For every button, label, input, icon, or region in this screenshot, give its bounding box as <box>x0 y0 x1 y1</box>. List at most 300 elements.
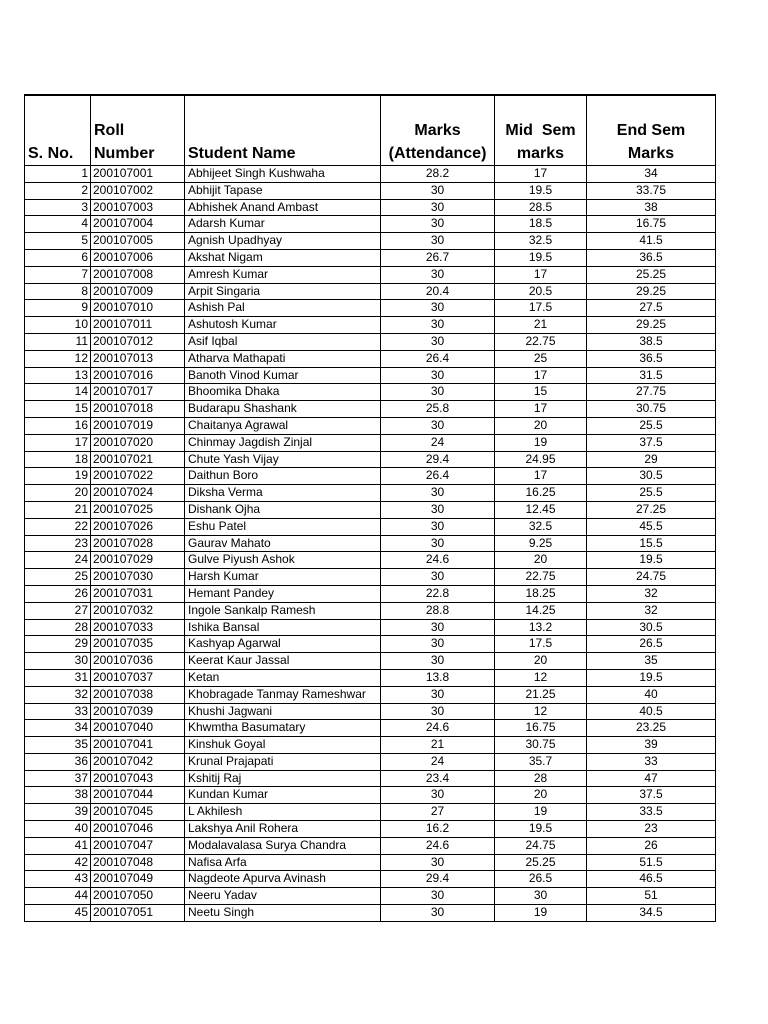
sno-cell: 8 <box>25 283 91 300</box>
attendance-marks-cell: 30 <box>381 367 495 384</box>
roll-number-cell: 200107009 <box>91 283 185 300</box>
attendance-marks-cell: 23.4 <box>381 770 495 787</box>
table-row <box>25 417 716 434</box>
midsem-marks-cell: 20 <box>495 417 587 434</box>
attendance-marks-cell: 24.6 <box>381 720 495 737</box>
midsem-marks-cell: 22.75 <box>495 333 587 350</box>
header-row <box>25 95 716 166</box>
table-row <box>25 552 716 569</box>
midsem-marks-cell: 12 <box>495 669 587 686</box>
attendance-marks-cell: 28.2 <box>381 166 495 183</box>
sno-cell: 15 <box>25 401 91 418</box>
attendance-marks-cell: 26.4 <box>381 468 495 485</box>
attendance-marks-cell: 29.4 <box>381 871 495 888</box>
endsem-header-line1: End Sem <box>616 122 686 139</box>
table-row <box>25 854 716 871</box>
sno-header-label: S. No. <box>28 145 74 162</box>
attendance-marks-cell: 30 <box>381 384 495 401</box>
table-row <box>25 653 716 670</box>
sno-cell: 14 <box>25 384 91 401</box>
table-row <box>25 401 716 418</box>
roll-number-cell: 200107013 <box>91 350 185 367</box>
table-row <box>25 283 716 300</box>
table-row <box>25 300 716 317</box>
table-row <box>25 501 716 518</box>
roll-number-cell: 200107030 <box>91 569 185 586</box>
attendance-marks-cell: 30 <box>381 485 495 502</box>
endsem-marks-cell: 34 <box>587 166 716 183</box>
midsem-header <box>495 95 587 166</box>
roll-number-cell: 200107047 <box>91 837 185 854</box>
table-row <box>25 619 716 636</box>
sno-header <box>25 95 91 166</box>
endsem-marks-cell: 27.75 <box>587 384 716 401</box>
midsem-header-line2: marks <box>516 145 565 162</box>
roll-number-cell: 200107002 <box>91 182 185 199</box>
sno-cell: 41 <box>25 837 91 854</box>
attendance-marks-cell: 29.4 <box>381 451 495 468</box>
endsem-marks-cell: 34.5 <box>587 905 716 922</box>
attendance-marks-cell: 30 <box>381 703 495 720</box>
endsem-marks-cell: 39 <box>587 737 716 754</box>
student-name-cell: Nafisa Arfa <box>185 854 381 871</box>
table-row <box>25 367 716 384</box>
table-row <box>25 905 716 922</box>
student-name-cell: Kshitij Raj <box>185 770 381 787</box>
sno-cell: 30 <box>25 653 91 670</box>
roll-number-cell: 200107010 <box>91 300 185 317</box>
endsem-marks-cell: 38 <box>587 199 716 216</box>
student-name-cell: Banoth Vinod Kumar <box>185 367 381 384</box>
sno-cell: 34 <box>25 720 91 737</box>
sno-cell: 36 <box>25 753 91 770</box>
endsem-marks-cell: 30.75 <box>587 401 716 418</box>
midsem-marks-cell: 19 <box>495 434 587 451</box>
attendance-marks-cell: 30 <box>381 619 495 636</box>
roll-number-cell: 200107025 <box>91 501 185 518</box>
roll-number-cell: 200107036 <box>91 653 185 670</box>
sno-cell: 12 <box>25 350 91 367</box>
attendance-marks-cell: 30 <box>381 216 495 233</box>
roll-number-cell: 200107043 <box>91 770 185 787</box>
table-row <box>25 602 716 619</box>
attendance-marks-cell: 30 <box>381 199 495 216</box>
endsem-marks-cell: 36.5 <box>587 249 716 266</box>
student-name-cell: Budarapu Shashank <box>185 401 381 418</box>
endsem-marks-cell: 29.25 <box>587 317 716 334</box>
table-row <box>25 585 716 602</box>
table-row <box>25 821 716 838</box>
sno-cell: 24 <box>25 552 91 569</box>
attendance-marks-cell: 30 <box>381 300 495 317</box>
table-row <box>25 753 716 770</box>
table-row <box>25 518 716 535</box>
table-row <box>25 434 716 451</box>
attendance-marks-cell: 24.6 <box>381 552 495 569</box>
sno-cell: 6 <box>25 249 91 266</box>
endsem-marks-cell: 29 <box>587 451 716 468</box>
midsem-marks-cell: 13.2 <box>495 619 587 636</box>
endsem-marks-cell: 25.25 <box>587 266 716 283</box>
endsem-marks-cell: 41.5 <box>587 233 716 250</box>
roll-number-cell: 200107022 <box>91 468 185 485</box>
endsem-marks-cell: 37.5 <box>587 434 716 451</box>
midsem-marks-cell: 12 <box>495 703 587 720</box>
midsem-marks-cell: 30.75 <box>495 737 587 754</box>
roll-number-cell: 200107033 <box>91 619 185 636</box>
roll-number-cell: 200107031 <box>91 585 185 602</box>
table-row <box>25 837 716 854</box>
midsem-marks-cell: 19 <box>495 804 587 821</box>
table-row <box>25 233 716 250</box>
student-name-cell: Abhishek Anand Ambast <box>185 199 381 216</box>
table-row <box>25 535 716 552</box>
student-name-cell: Ashutosh Kumar <box>185 317 381 334</box>
roll-number-cell: 200107006 <box>91 249 185 266</box>
roll-number-cell: 200107016 <box>91 367 185 384</box>
student-name-cell: Bhoomika Dhaka <box>185 384 381 401</box>
student-name-cell: Amresh Kumar <box>185 266 381 283</box>
midsem-marks-cell: 32.5 <box>495 233 587 250</box>
endsem-marks-cell: 51 <box>587 888 716 905</box>
endsem-marks-cell: 31.5 <box>587 367 716 384</box>
sno-cell: 35 <box>25 737 91 754</box>
attendance-marks-cell: 30 <box>381 787 495 804</box>
midsem-marks-cell: 32.5 <box>495 518 587 535</box>
table-row <box>25 703 716 720</box>
table-row <box>25 888 716 905</box>
student-name-cell: Hemant Pandey <box>185 585 381 602</box>
attendance-marks-cell: 30 <box>381 182 495 199</box>
endsem-marks-cell: 47 <box>587 770 716 787</box>
roll-number-cell: 200107050 <box>91 888 185 905</box>
midsem-marks-cell: 22.75 <box>495 569 587 586</box>
attendance-marks-cell: 30 <box>381 653 495 670</box>
student-name-cell: Eshu Patel <box>185 518 381 535</box>
table-row <box>25 737 716 754</box>
attendance-marks-cell: 30 <box>381 636 495 653</box>
endsem-marks-cell: 40 <box>587 686 716 703</box>
table-body <box>25 166 716 922</box>
roll-number-cell: 200107005 <box>91 233 185 250</box>
midsem-marks-cell: 24.75 <box>495 837 587 854</box>
roll-number-cell: 200107021 <box>91 451 185 468</box>
midsem-marks-cell: 26.5 <box>495 871 587 888</box>
midsem-marks-cell: 12.45 <box>495 501 587 518</box>
sno-cell: 5 <box>25 233 91 250</box>
table-header <box>25 95 716 166</box>
table-row <box>25 317 716 334</box>
attendance-marks-cell: 30 <box>381 905 495 922</box>
midsem-marks-cell: 17 <box>495 266 587 283</box>
midsem-marks-cell: 19.5 <box>495 821 587 838</box>
endsem-marks-cell: 33.5 <box>587 804 716 821</box>
attendance-marks-cell: 30 <box>381 535 495 552</box>
sno-cell: 3 <box>25 199 91 216</box>
student-name-cell: Chinmay Jagdish Zinjal <box>185 434 381 451</box>
midsem-marks-cell: 28 <box>495 770 587 787</box>
sno-cell: 21 <box>25 501 91 518</box>
table-row <box>25 686 716 703</box>
table-row <box>25 770 716 787</box>
endsem-marks-cell: 35 <box>587 653 716 670</box>
midsem-marks-cell: 17 <box>495 367 587 384</box>
table-row <box>25 199 716 216</box>
midsem-marks-cell: 14.25 <box>495 602 587 619</box>
midsem-marks-cell: 9.25 <box>495 535 587 552</box>
endsem-marks-cell: 15.5 <box>587 535 716 552</box>
student-name-cell: Kinshuk Goyal <box>185 737 381 754</box>
roll-number-cell: 200107012 <box>91 333 185 350</box>
sno-cell: 43 <box>25 871 91 888</box>
sno-cell: 45 <box>25 905 91 922</box>
roll-number-cell: 200107038 <box>91 686 185 703</box>
roll-number-cell: 200107044 <box>91 787 185 804</box>
attendance-marks-cell: 30 <box>381 317 495 334</box>
roll-number-cell: 200107017 <box>91 384 185 401</box>
table-row <box>25 720 716 737</box>
sno-cell: 32 <box>25 686 91 703</box>
roll-number-cell: 200107020 <box>91 434 185 451</box>
midsem-marks-cell: 17.5 <box>495 300 587 317</box>
endsem-marks-cell: 23.25 <box>587 720 716 737</box>
table-row <box>25 216 716 233</box>
midsem-marks-cell: 18.25 <box>495 585 587 602</box>
endsem-marks-cell: 30.5 <box>587 468 716 485</box>
endsem-marks-cell: 16.75 <box>587 216 716 233</box>
roll-number-cell: 200107037 <box>91 669 185 686</box>
attendance-marks-cell: 30 <box>381 888 495 905</box>
student-name-cell: Keerat Kaur Jassal <box>185 653 381 670</box>
table-row <box>25 569 716 586</box>
endsem-marks-cell: 25.5 <box>587 417 716 434</box>
student-name-cell: Adarsh Kumar <box>185 216 381 233</box>
roll-header-line2: Number <box>94 145 155 162</box>
midsem-marks-cell: 17 <box>495 468 587 485</box>
table-row <box>25 384 716 401</box>
sno-cell: 38 <box>25 787 91 804</box>
endsem-marks-cell: 25.5 <box>587 485 716 502</box>
attendance-marks-cell: 30 <box>381 417 495 434</box>
marks-table <box>24 94 716 922</box>
attendance-marks-cell: 30 <box>381 266 495 283</box>
student-name-cell: Gaurav Mahato <box>185 535 381 552</box>
endsem-marks-cell: 32 <box>587 602 716 619</box>
midsem-header-line1: Mid Sem <box>505 122 576 139</box>
student-name-cell: Khobragade Tanmay Rameshwar <box>185 686 381 703</box>
student-name-cell: L Akhilesh <box>185 804 381 821</box>
roll-number-cell: 200107008 <box>91 266 185 283</box>
endsem-marks-cell: 27.25 <box>587 501 716 518</box>
student-name-cell: Ingole Sankalp Ramesh <box>185 602 381 619</box>
name-header-label: Student Name <box>188 145 296 162</box>
table-row <box>25 636 716 653</box>
attendance-marks-cell: 26.7 <box>381 249 495 266</box>
roll-number-header <box>91 95 185 166</box>
endsem-marks-cell: 46.5 <box>587 871 716 888</box>
sno-cell: 4 <box>25 216 91 233</box>
midsem-marks-cell: 25.25 <box>495 854 587 871</box>
roll-number-cell: 200107051 <box>91 905 185 922</box>
student-name-cell: Daithun Boro <box>185 468 381 485</box>
midsem-marks-cell: 30 <box>495 888 587 905</box>
endsem-marks-cell: 23 <box>587 821 716 838</box>
table-row <box>25 182 716 199</box>
table-row <box>25 266 716 283</box>
table-row <box>25 451 716 468</box>
midsem-marks-cell: 15 <box>495 384 587 401</box>
attendance-marks-cell: 30 <box>381 854 495 871</box>
midsem-marks-cell: 16.25 <box>495 485 587 502</box>
sno-cell: 9 <box>25 300 91 317</box>
roll-number-cell: 200107049 <box>91 871 185 888</box>
roll-number-cell: 200107011 <box>91 317 185 334</box>
student-name-cell: Atharva Mathapati <box>185 350 381 367</box>
attendance-marks-cell: 25.8 <box>381 401 495 418</box>
sno-cell: 23 <box>25 535 91 552</box>
student-name-cell: Gulve Piyush Ashok <box>185 552 381 569</box>
sno-cell: 39 <box>25 804 91 821</box>
student-name-cell: Lakshya Anil Rohera <box>185 821 381 838</box>
sno-cell: 31 <box>25 669 91 686</box>
endsem-marks-cell: 38.5 <box>587 333 716 350</box>
attendance-marks-cell: 21 <box>381 737 495 754</box>
endsem-marks-cell: 24.75 <box>587 569 716 586</box>
roll-number-cell: 200107019 <box>91 417 185 434</box>
roll-number-cell: 200107032 <box>91 602 185 619</box>
sno-cell: 17 <box>25 434 91 451</box>
attendance-header-line2: (Attendance) <box>388 145 487 162</box>
endsem-header-line2: Marks <box>627 145 675 162</box>
attendance-marks-cell: 28.8 <box>381 602 495 619</box>
table-row <box>25 166 716 183</box>
endsem-marks-cell: 45.5 <box>587 518 716 535</box>
sno-cell: 16 <box>25 417 91 434</box>
student-name-cell: Diksha Verma <box>185 485 381 502</box>
table-row <box>25 871 716 888</box>
midsem-marks-cell: 25 <box>495 350 587 367</box>
endsem-marks-cell: 19.5 <box>587 552 716 569</box>
roll-number-cell: 200107029 <box>91 552 185 569</box>
midsem-marks-cell: 19.5 <box>495 249 587 266</box>
midsem-marks-cell: 28.5 <box>495 199 587 216</box>
endsem-marks-cell: 30.5 <box>587 619 716 636</box>
sno-cell: 27 <box>25 602 91 619</box>
endsem-marks-cell: 37.5 <box>587 787 716 804</box>
midsem-marks-cell: 17 <box>495 401 587 418</box>
midsem-marks-cell: 20 <box>495 552 587 569</box>
attendance-marks-cell: 22.8 <box>381 585 495 602</box>
attendance-marks-cell: 26.4 <box>381 350 495 367</box>
sno-cell: 22 <box>25 518 91 535</box>
student-name-cell: Kundan Kumar <box>185 787 381 804</box>
student-name-cell: Ketan <box>185 669 381 686</box>
roll-number-cell: 200107024 <box>91 485 185 502</box>
endsem-marks-cell: 26.5 <box>587 636 716 653</box>
sno-cell: 42 <box>25 854 91 871</box>
endsem-marks-cell: 33 <box>587 753 716 770</box>
roll-number-cell: 200107048 <box>91 854 185 871</box>
attendance-marks-cell: 30 <box>381 501 495 518</box>
midsem-marks-cell: 18.5 <box>495 216 587 233</box>
sno-cell: 10 <box>25 317 91 334</box>
sno-cell: 18 <box>25 451 91 468</box>
student-name-cell: Chute Yash Vijay <box>185 451 381 468</box>
sno-cell: 37 <box>25 770 91 787</box>
student-name-cell: Dishank Ojha <box>185 501 381 518</box>
midsem-marks-cell: 16.75 <box>495 720 587 737</box>
midsem-marks-cell: 19 <box>495 905 587 922</box>
endsem-marks-cell: 26 <box>587 837 716 854</box>
attendance-marks-cell: 27 <box>381 804 495 821</box>
endsem-marks-cell: 29.25 <box>587 283 716 300</box>
sno-cell: 28 <box>25 619 91 636</box>
sno-cell: 40 <box>25 821 91 838</box>
sno-cell: 1 <box>25 166 91 183</box>
midsem-marks-cell: 35.7 <box>495 753 587 770</box>
table-row <box>25 249 716 266</box>
attendance-marks-cell: 30 <box>381 686 495 703</box>
sno-cell: 20 <box>25 485 91 502</box>
student-name-cell: Neeru Yadav <box>185 888 381 905</box>
attendance-marks-cell: 24.6 <box>381 837 495 854</box>
student-name-header <box>185 95 381 166</box>
student-name-cell: Khushi Jagwani <box>185 703 381 720</box>
roll-number-cell: 200107042 <box>91 753 185 770</box>
roll-number-cell: 200107004 <box>91 216 185 233</box>
endsem-marks-cell: 51.5 <box>587 854 716 871</box>
student-name-cell: Asif Iqbal <box>185 333 381 350</box>
roll-number-cell: 200107018 <box>91 401 185 418</box>
sno-cell: 2 <box>25 182 91 199</box>
student-name-cell: Khwmtha Basumatary <box>185 720 381 737</box>
table-row <box>25 468 716 485</box>
student-name-cell: Agnish Upadhyay <box>185 233 381 250</box>
endsem-marks-cell: 33.75 <box>587 182 716 199</box>
attendance-header-line1: Marks <box>414 122 461 139</box>
sno-cell: 11 <box>25 333 91 350</box>
endsem-marks-cell: 40.5 <box>587 703 716 720</box>
attendance-marks-cell: 30 <box>381 333 495 350</box>
student-name-cell: Ashish Pal <box>185 300 381 317</box>
table-row <box>25 350 716 367</box>
sno-cell: 29 <box>25 636 91 653</box>
roll-number-cell: 200107045 <box>91 804 185 821</box>
roll-number-cell: 200107046 <box>91 821 185 838</box>
midsem-marks-cell: 21.25 <box>495 686 587 703</box>
midsem-marks-cell: 17 <box>495 166 587 183</box>
student-name-cell: Chaitanya Agrawal <box>185 417 381 434</box>
sno-cell: 26 <box>25 585 91 602</box>
table-row <box>25 333 716 350</box>
student-name-cell: Neetu Singh <box>185 905 381 922</box>
endsem-header <box>587 95 716 166</box>
student-name-cell: Arpit Singaria <box>185 283 381 300</box>
student-name-cell: Kashyap Agarwal <box>185 636 381 653</box>
attendance-marks-cell: 30 <box>381 518 495 535</box>
student-name-cell: Abhijeet Singh Kushwaha <box>185 166 381 183</box>
midsem-marks-cell: 20 <box>495 653 587 670</box>
sno-cell: 33 <box>25 703 91 720</box>
attendance-marks-cell: 30 <box>381 233 495 250</box>
endsem-marks-cell: 36.5 <box>587 350 716 367</box>
roll-number-cell: 200107035 <box>91 636 185 653</box>
roll-number-cell: 200107001 <box>91 166 185 183</box>
student-name-cell: Abhijit Tapase <box>185 182 381 199</box>
midsem-marks-cell: 17.5 <box>495 636 587 653</box>
sno-cell: 13 <box>25 367 91 384</box>
attendance-marks-cell: 24 <box>381 753 495 770</box>
